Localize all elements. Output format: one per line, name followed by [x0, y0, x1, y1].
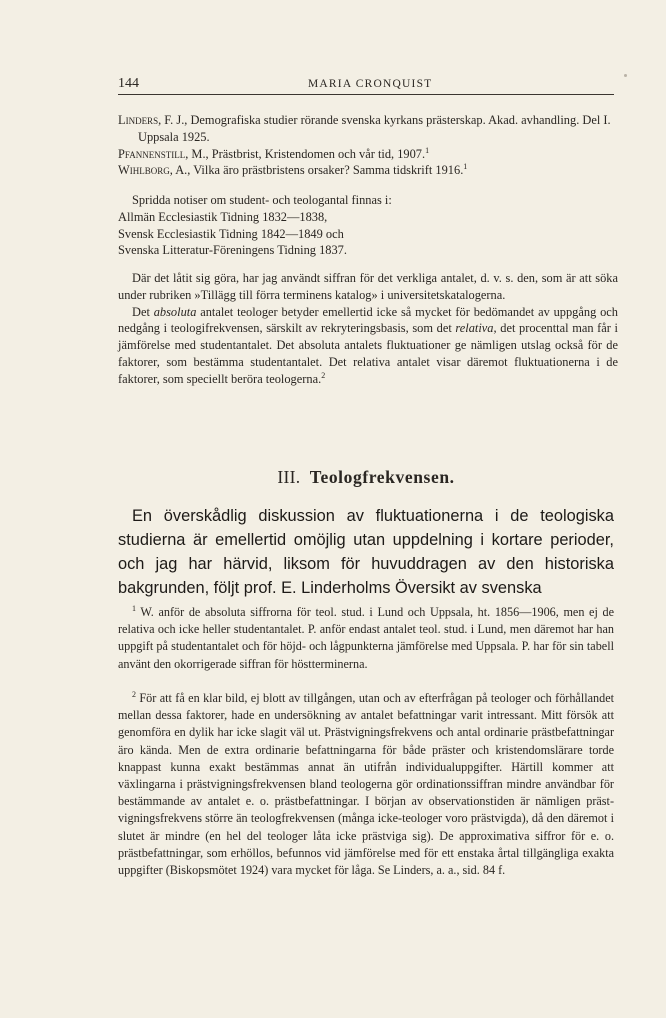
reference-item	[118, 146, 618, 163]
reference-author: Wihlborg	[118, 163, 170, 178]
footnote-ref: 2	[321, 370, 326, 380]
source-item: Svensk Ecclesiastik Tidning 1842—1849 och	[118, 226, 344, 241]
footnote-mark: 2	[132, 689, 136, 699]
footnote	[118, 604, 614, 673]
text-section	[118, 270, 618, 388]
paragraph-text: Det	[132, 304, 154, 319]
source-item: Svenska Litteratur-Föreningens Tidning 1837.	[118, 243, 347, 258]
footnote-ref: 1	[463, 162, 468, 172]
emphasis: relativa,	[455, 321, 497, 336]
section-number: III.	[277, 467, 301, 487]
reference-item	[118, 112, 618, 146]
footnote-ref: 1	[425, 145, 430, 155]
section-title: Teologfrekvensen.	[309, 467, 455, 487]
running-header	[118, 74, 614, 95]
reference-author: Pfannenstill	[118, 146, 186, 161]
reference-text: , A., Vilka äro prästbristens orsaker? Samma tidskrift 1916.	[169, 163, 464, 178]
footnote-text: För att få en klar bild, ej blott av tillgången, utan och av efterfrågan på teologer och förhållandet mellan dessa faktorer, hade en undersökning av antalet befattningar varit intressant. Mitt försök att genomföra en dylik har icke slagit väl ut. Prästvigningsfrekvens och antal ordinarie prästbefattningar äro kända. Men de extra ordinarie befattningarna för både präster och kristendomslärare torde knappast kunna exakt bestämmas annat än utifrån individualuppgifter. Härtill kommer att växlingarna i prästvigningsfrekvensen bland teologerna gör ordinationssiffran mindre användbar för bestämmande av antalet e. o. prästbefattningar. I början av observationstiden är nämligen prästvigningsfrekvens större än teologfrekvensen (många icke-teologer voro prästvigda), då den däremot i slutet är mindre (en hel del teologer låta icke prästviga sig). De approximativa siffror för e. o. prästbefattningar, som erhöllos, befunnos vid jämförelse med för ett enstaka årtal tillgängliga exakta uppgifter (Biskopsmötet 1924) vara mycket för låga. Se Linders, a. a., sid. 84 f.	[118, 691, 615, 878]
paragraph-text: det procenttal man får i jämförelse med studentantalet. Det absoluta antalets fluktuationer ge nämligen utslag också för de faktorer, som bestämma studentantalet. Det relativa antalet visar däremot fluktuationerna i de faktorer, som speciellt beröra teologerna.	[118, 321, 618, 386]
reference-author: Linders	[118, 113, 159, 127]
footnote-text: W. anför de absoluta siffrorna för teol. stud. i Lund och Uppsala, ht. 1856—1906, men ej de relativa och icke heller studentantalet. P. anför endast antalet teol. stud. i Lund, men däremot har han uppgift på studentantalet och för höjd- och lågpunkterna jämförelse med Uppsala. P. har för sin tabell använt den okorrigerade siffran för höstterminerna.	[118, 605, 614, 671]
source-intro: Spridda notiser om student- och teologantal finnas i:	[132, 193, 392, 207]
footnote	[118, 690, 614, 879]
reference-item	[118, 162, 618, 179]
paragraph	[118, 304, 618, 388]
emphasis: absoluta	[153, 304, 197, 319]
reference-text: , M., Prästbrist, Kristendomen och vår tid, 1907.	[185, 146, 426, 161]
paragraph: Där det låtit sig göra, har jag användt siffran för det verkliga antalet, d. v. s. den, som är att söka under rubriken »Tillägg till förra terminens katalog» i universitetskatalogerna.	[118, 271, 618, 302]
section-heading	[118, 467, 614, 488]
paragraph-text: antalet teologer betyder emellertid icke så mycket för bedömandet av uppgång och nedgång i teologifrekvensen, särskilt av rekryteringsbasis, som det	[118, 304, 618, 336]
source-item: Allmän Ecclesiastik Tidning 1832—1838,	[118, 209, 328, 224]
reference-text: , F. J., Demografiska studier rörande svenska kyrkans prästerskap. Akad. avhandling. Del I. Uppsala 1925.	[138, 113, 611, 144]
footnote-mark: 1	[132, 603, 136, 613]
page-number: 144	[118, 76, 139, 91]
section-body: En överskådlig diskussion av fluktuationerna i de teologiska studierna är emellertid omöjlig utan uppdelning i kortare perioder, och jag har härvid, liksom för huvuddragen av den historiska bakgrunden, följt prof. E. Linderholms Översikt av svenska	[118, 507, 614, 597]
source-list	[118, 192, 618, 259]
running-title: MARIA CRONQUIST	[308, 78, 433, 90]
page-speck	[624, 74, 627, 77]
reference-list	[118, 112, 618, 179]
